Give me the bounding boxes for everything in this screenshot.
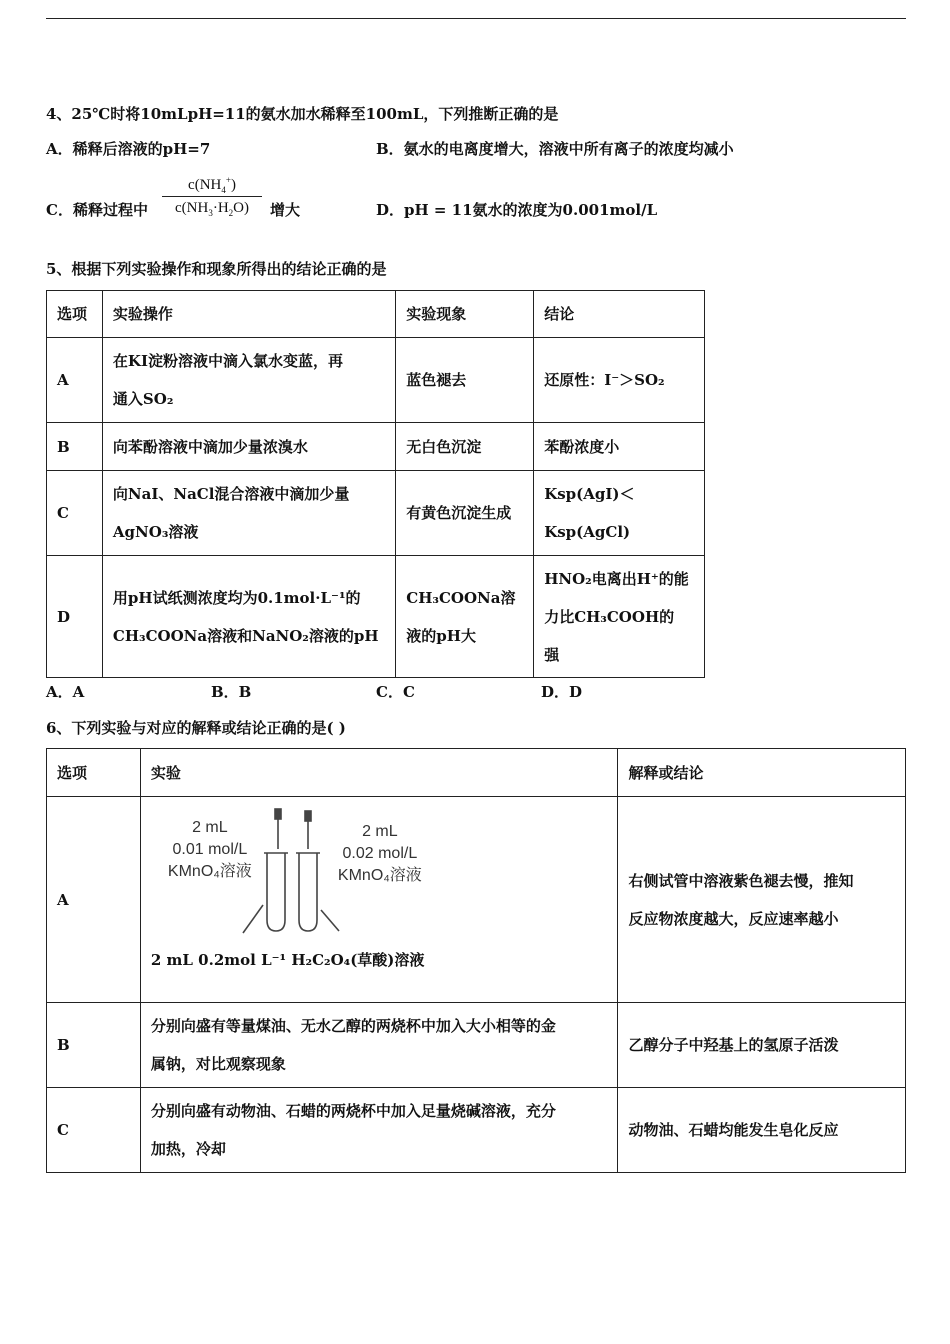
line: 在KI淀粉溶液中滴入氯水变蓝，再 <box>112 352 343 370</box>
row-operation: 向苯酚溶液中滴加少量浓溴水 <box>102 423 395 471</box>
table-row <box>47 556 705 678</box>
row-operation <box>102 471 395 556</box>
line: 力比CH₃COOH的 <box>544 607 675 626</box>
row-option: B <box>47 1003 141 1088</box>
left-label-solution: KMnO₄溶液 <box>167 863 252 880</box>
table-row <box>47 423 705 471</box>
row-conclusion: 乙醇分子中羟基上的氢原子活泼 <box>618 1003 906 1088</box>
q4-option-d: D．pH = 11氨水的浓度为0.001mol/L <box>376 201 658 219</box>
row-conclusion <box>534 556 705 678</box>
q4-option-a: A．稀释后溶液的pH=7 <box>46 140 211 158</box>
header-conclusion: 结论 <box>534 291 705 338</box>
row-operation <box>102 338 395 423</box>
row-operation <box>102 556 395 678</box>
line: 属钠，对比观察现象 <box>150 1055 286 1073</box>
row-conclusion: Ksp(AgI)＜Ksp(AgCl) <box>534 471 705 556</box>
header-operation: 实验操作 <box>102 291 395 338</box>
row-option: A <box>47 338 103 423</box>
row-conclusion <box>618 797 906 1003</box>
row-conclusion: 苯酚浓度小 <box>534 423 705 471</box>
row-experiment <box>140 1003 618 1088</box>
row-option: D <box>47 556 103 678</box>
test-tubes-icon <box>151 805 431 945</box>
den-text-a: c(NH <box>175 200 209 216</box>
q6-table <box>46 748 906 1173</box>
line: AgNO₃溶液 <box>112 523 199 541</box>
q5-table <box>46 290 705 678</box>
q4-option-c-suffix: 增大 <box>270 201 301 219</box>
right-label-solution: KMnO₄溶液 <box>337 867 422 884</box>
row-experiment <box>140 797 618 1003</box>
row-phenomenon: 有黄色沉淀生成 <box>396 471 534 556</box>
table-row <box>47 797 906 1003</box>
fraction-numerator: $c(NH_4^+)$ <box>188 175 236 195</box>
row-phenomenon <box>396 556 534 678</box>
den-sub2: 2 <box>228 208 234 218</box>
row-experiment <box>140 1088 618 1173</box>
row-phenomenon: 蓝色褪去 <box>396 338 534 423</box>
header-option: 选项 <box>47 291 103 338</box>
q5-choice-c: C．C <box>376 683 415 701</box>
q4-option-c-prefix: C．稀释过程中 <box>46 201 148 219</box>
right-label-concentration: 0.02 mol/L <box>342 845 418 862</box>
row-conclusion: 动物油、石蜡均能发生皂化反应 <box>618 1088 906 1173</box>
table-row <box>47 1088 906 1173</box>
line: 液的pH大 <box>406 626 476 645</box>
q5-choice-d: D．D <box>541 683 583 701</box>
table-row <box>47 338 705 423</box>
q4-option-b: B．氨水的电离度增大，溶液中所有离子的浓度均减小 <box>376 140 734 158</box>
line: 通入SO₂ <box>112 390 174 408</box>
line: 用pH试纸测浓度均为0.1mol·L⁻¹的 <box>112 588 361 607</box>
left-label-concentration: 0.01 mol/L <box>172 841 248 858</box>
num-sub: 4 <box>221 185 226 195</box>
num-text: c(NH <box>188 177 222 193</box>
line: 分别向盛有等量煤油、无水乙醇的两烧杯中加入大小相等的金 <box>150 1017 556 1035</box>
header-conclusion: 解释或结论 <box>618 749 906 797</box>
line: CH₃COONa溶 <box>406 588 516 607</box>
line: 向NaI、NaCl混合溶液中滴加少量 <box>112 485 350 503</box>
line: 分别向盛有动物油、石蜡的两烧杯中加入足量烧碱溶液，充分 <box>150 1102 556 1120</box>
figure-caption: 2 mL 0.2mol L⁻¹ H₂C₂O₄(草酸)溶液 <box>150 951 425 969</box>
line: 反应物浓度越大，反应速率越小 <box>628 909 839 928</box>
q4-stem: 4、25℃时将10mLpH=11的氨水加水稀释至100mL，下列推断正确的是 <box>46 105 559 123</box>
row-conclusion: 还原性：I⁻＞SO₂ <box>534 338 705 423</box>
table-row <box>47 471 705 556</box>
header-experiment: 实验 <box>140 749 618 797</box>
q5-stem: 5、根据下列实验操作和现象所得出的结论正确的是 <box>46 260 387 278</box>
row-option: C <box>47 1088 141 1173</box>
q6-stem: 6、下列实验与对应的解释或结论正确的是( ) <box>46 719 346 737</box>
den-text-c: O) <box>233 200 249 216</box>
row-phenomenon: 无白色沉淀 <box>396 423 534 471</box>
test-tube-figure <box>151 805 431 945</box>
line: 加热，冷却 <box>150 1140 226 1158</box>
table-row <box>47 1003 906 1088</box>
left-label-volume: 2 mL <box>192 819 228 836</box>
table-header-row <box>47 291 705 338</box>
q5-choice-a: A．A <box>46 683 85 701</box>
q4-option-c-fraction <box>160 174 264 219</box>
line: 右侧试管中溶液紫色褪去慢，推知 <box>628 871 854 890</box>
q5-choice-b: B．B <box>211 683 252 701</box>
den-sub: 3 <box>208 208 213 218</box>
row-option: B <box>47 423 103 471</box>
line: CH₃COONa溶液和NaNO₂溶液的pH <box>112 626 379 645</box>
header-phenomenon: 实验现象 <box>396 291 534 338</box>
num-sup: + <box>225 175 231 185</box>
row-option: A <box>47 797 141 1003</box>
den-text-b: ·H <box>212 200 229 216</box>
header-rule <box>46 18 906 19</box>
fraction-denominator <box>160 197 264 219</box>
line: HNO₂电离出H⁺的能 <box>544 569 689 588</box>
table-header-row <box>47 749 906 797</box>
right-label-volume: 2 mL <box>362 823 398 840</box>
row-option: C <box>47 471 103 556</box>
line: 强 <box>544 645 560 664</box>
header-option: 选项 <box>47 749 141 797</box>
